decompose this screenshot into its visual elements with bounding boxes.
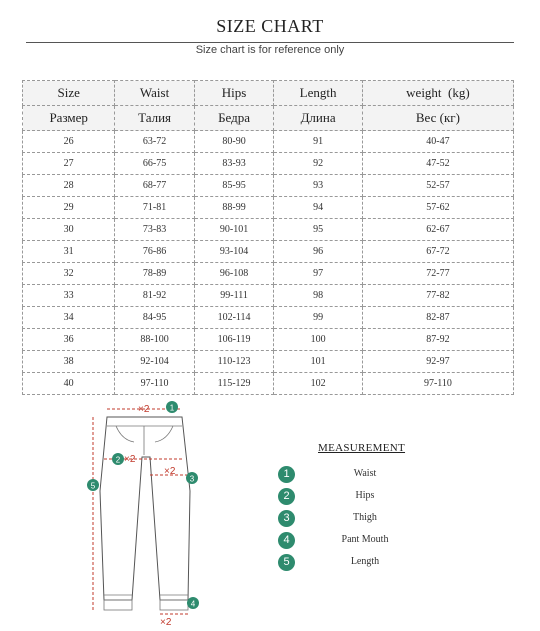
hips-factor-label: ×2 (124, 454, 136, 465)
table-cell-hips: 96-108 (194, 263, 274, 285)
table-cell-hips: 102-114 (194, 307, 274, 329)
column-header-weight: weight (kg) (362, 81, 513, 106)
mouth-factor-label: ×2 (160, 617, 172, 628)
measurement-legend (278, 464, 438, 574)
table-cell-size: 28 (23, 175, 115, 197)
table-cell-waist: 84-95 (115, 307, 194, 329)
table-cell-hips: 90-101 (194, 219, 274, 241)
table-cell-weight: 72-77 (362, 263, 513, 285)
table-row (23, 175, 514, 197)
page-subtitle: Size chart is for reference only (195, 44, 345, 56)
table-cell-hips: 110-123 (194, 351, 274, 373)
table-cell-waist: 76-86 (115, 241, 194, 263)
marker-3 (186, 472, 198, 484)
table-cell-size: 32 (23, 263, 115, 285)
table-cell-weight: 57-62 (362, 197, 513, 219)
table-cell-length: 96 (274, 241, 363, 263)
table-cell-size: 34 (23, 307, 115, 329)
table-cell-weight: 67-72 (362, 241, 513, 263)
svg-text:1: 1 (169, 403, 175, 413)
table-cell-weight: 52-57 (362, 175, 513, 197)
header-row-english (23, 81, 514, 106)
table-cell-waist: 81-92 (115, 285, 194, 307)
table-cell-weight: 82-87 (362, 307, 513, 329)
table-cell-hips: 88-99 (194, 197, 274, 219)
table-cell-length: 102 (274, 373, 363, 395)
table-cell-length: 93 (274, 175, 363, 197)
legend-item-pant-mouth (278, 530, 438, 552)
marker-2 (112, 453, 124, 465)
svg-text:4: 4 (190, 599, 196, 609)
table-cell-waist: 92-104 (115, 351, 194, 373)
table-cell-weight: 62-67 (362, 219, 513, 241)
table-cell-hips: 115-129 (194, 373, 274, 395)
column-header-waist-ru: Талия (115, 106, 194, 131)
table-cell-length: 91 (274, 131, 363, 153)
svg-text:3: 3 (189, 474, 195, 484)
thigh-factor-label: ×2 (164, 466, 176, 477)
marker-4 (187, 597, 199, 609)
table-cell-hips: 83-93 (194, 153, 274, 175)
table-row (23, 285, 514, 307)
legend-item-waist (278, 464, 438, 486)
table-cell-hips: 99-111 (194, 285, 274, 307)
table-cell-weight: 40-47 (362, 131, 513, 153)
table-cell-weight: 97-110 (362, 373, 513, 395)
column-header-size-ru: Размер (23, 106, 115, 131)
title-rule (26, 42, 514, 43)
table-cell-size: 40 (23, 373, 115, 395)
size-chart-table (22, 80, 514, 395)
header-row-russian (23, 106, 514, 131)
number-1-icon: 1 (278, 466, 295, 483)
column-header-weight-ru: Вес (кг) (362, 106, 513, 131)
table-row (23, 153, 514, 175)
legend-label-waist: Waist (353, 468, 377, 479)
number-2-icon: 2 (278, 488, 295, 505)
table-row (23, 263, 514, 285)
legend-label-thigh: Thigh (353, 512, 377, 523)
table-cell-weight: 47-52 (362, 153, 513, 175)
table-cell-length: 95 (274, 219, 363, 241)
legend-item-length (278, 552, 438, 574)
table-row (23, 219, 514, 241)
table-cell-length: 98 (274, 285, 363, 307)
table-cell-length: 97 (274, 263, 363, 285)
size-chart-body (23, 131, 514, 395)
legend-label-length: Length (350, 556, 380, 567)
table-row (23, 197, 514, 219)
table-cell-size: 36 (23, 329, 115, 351)
table-cell-size: 31 (23, 241, 115, 263)
number-3-icon: 3 (278, 510, 295, 527)
table-row (23, 241, 514, 263)
legend-item-hips (278, 486, 438, 508)
legend-label-hips: Hips (355, 490, 375, 501)
column-header-hips-ru: Бедра (194, 106, 274, 131)
table-cell-hips: 80-90 (194, 131, 274, 153)
jeans-diagram (76, 395, 216, 631)
svg-text:2: 2 (115, 455, 121, 465)
number-5-icon: 5 (278, 554, 295, 571)
legend-item-thigh (278, 508, 438, 530)
table-cell-waist: 78-89 (115, 263, 194, 285)
table-cell-size: 30 (23, 219, 115, 241)
table-cell-waist: 63-72 (115, 131, 194, 153)
table-row (23, 351, 514, 373)
table-cell-weight: 77-82 (362, 285, 513, 307)
table-cell-weight: 87-92 (362, 329, 513, 351)
column-header-length-ru: Длина (274, 106, 363, 131)
table-cell-hips: 93-104 (194, 241, 274, 263)
table-cell-size: 27 (23, 153, 115, 175)
jeans-outline (100, 417, 190, 600)
table-cell-waist: 71-81 (115, 197, 194, 219)
table-cell-size: 29 (23, 197, 115, 219)
table-cell-length: 100 (274, 329, 363, 351)
legend-label-pant-mouth: Pant Mouth (341, 534, 389, 545)
column-header-size: Size (23, 81, 115, 106)
table-row (23, 373, 514, 395)
table-cell-size: 33 (23, 285, 115, 307)
page-title: SIZE CHART (216, 16, 324, 36)
column-header-hips: Hips (194, 81, 274, 106)
measurement-title: MEASUREMENT (318, 442, 406, 454)
table-cell-waist: 97-110 (115, 373, 194, 395)
waist-factor-label: ×2 (138, 404, 150, 415)
number-4-icon: 4 (278, 532, 295, 549)
table-row (23, 131, 514, 153)
table-cell-waist: 68-77 (115, 175, 194, 197)
column-header-length: Length (274, 81, 363, 106)
table-cell-size: 38 (23, 351, 115, 373)
table-cell-size: 26 (23, 131, 115, 153)
table-cell-waist: 88-100 (115, 329, 194, 351)
table-cell-weight: 92-97 (362, 351, 513, 373)
marker-5 (87, 479, 99, 491)
table-cell-hips: 106-119 (194, 329, 274, 351)
column-header-waist: Waist (115, 81, 194, 106)
table-cell-length: 99 (274, 307, 363, 329)
table-cell-hips: 85-95 (194, 175, 274, 197)
marker-1 (166, 401, 178, 413)
svg-text:5: 5 (90, 481, 96, 491)
table-cell-length: 101 (274, 351, 363, 373)
table-cell-waist: 73-83 (115, 219, 194, 241)
table-cell-waist: 66-75 (115, 153, 194, 175)
table-cell-length: 94 (274, 197, 363, 219)
table-row (23, 329, 514, 351)
table-cell-length: 92 (274, 153, 363, 175)
table-row (23, 307, 514, 329)
